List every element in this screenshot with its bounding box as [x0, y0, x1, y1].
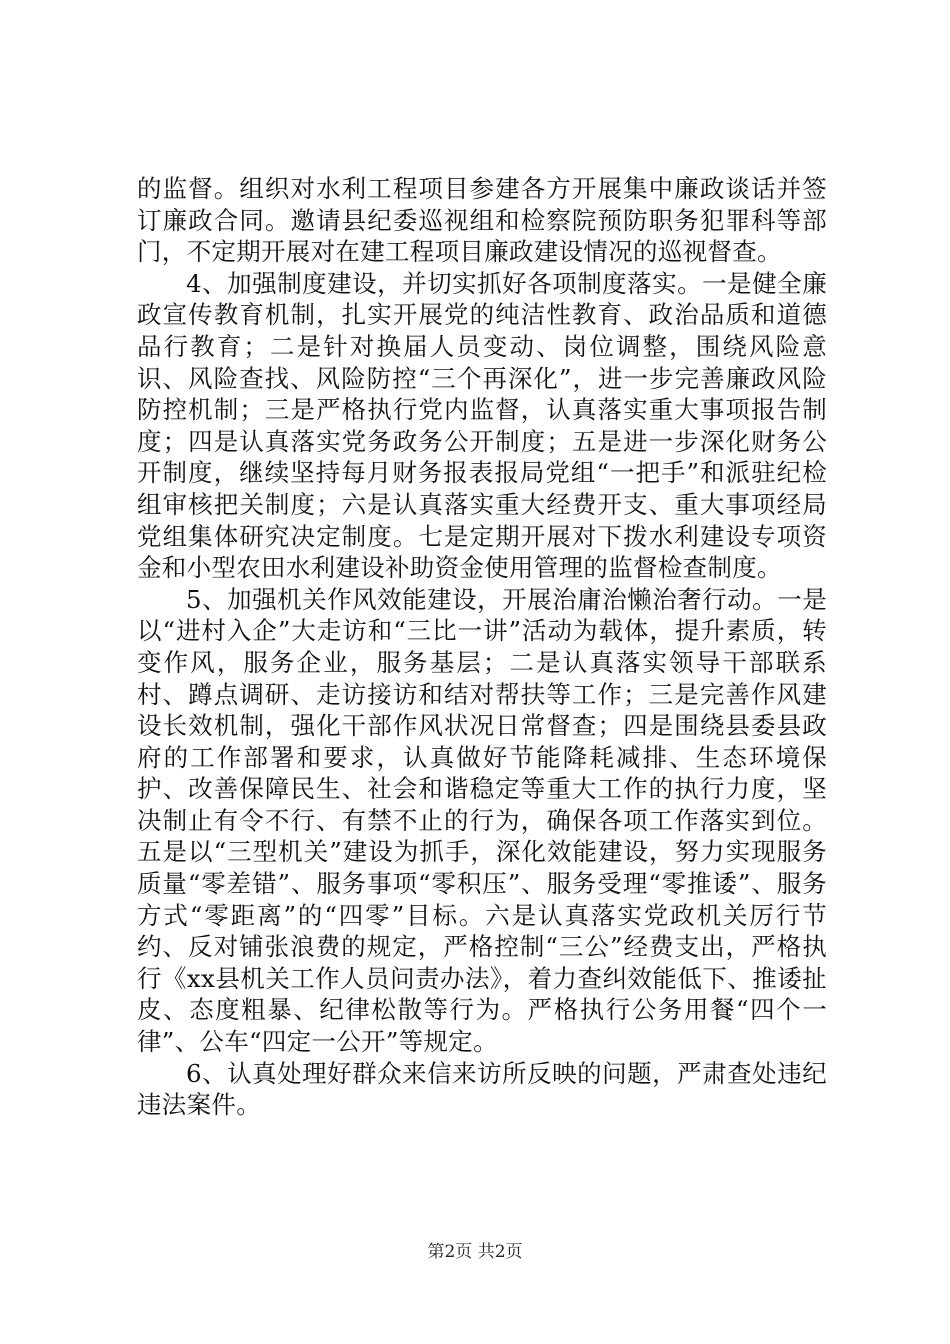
paragraph-item-5: 5、加强机关作风效能建设，开展治庸治懒治奢行动。一是以“进村入企”大走访和“三比一讲”活动为载体，提升素质，转变作风，服务企业，服务基层；二是认真落实领导干部联系村、蹲点调研、走访接访和结对帮扶等工作；三是完善作风建设长效机制，强化干部作风状况日常督查；四是围绕县委县政府的工作部署和要求，认真做好节能降耗减排、生态环境保护、改善保障民生、社会和谐稳定等重大工作的执行力度，坚决制止有令不行、有禁不止的行为，确保各项工作落实到位。五是以“三型机关”建设为抓手，深化效能建设，努力实现服务质量“零差错”、服务事项“零积压”、服务受理“零推诿”、服务方式“零距离”的“四零”目标。六是认真落实党政机关厉行节约、反对铺张浪费的规定，严格控制“三公”经费支出，严格执行《xx县机关工作人员问责办法》，着力查纠效能低下、推诿扯皮、态度粗暴、纪律松散等行为。严格执行公务用餐“四个一律”、公车“四定一公开”等规定。 [137, 584, 827, 1057]
paragraph-continuation: 的监督。组织对水利工程项目参建各方开展集中廉政谈话并签订廉政合同。邀请县纪委巡视组和检察院预防职务犯罪科等部门，不定期开展对在建工程项目廉政建设情况的巡视督查。 [137, 174, 827, 267]
paragraph-item-4: 4、加强制度建设，并切实抓好各项制度落实。一是健全廉政宣传教育机制，扎实开展党的纯洁性教育、政治品质和道德品行教育；二是针对换届人员变动、岗位调整，围绕风险意识、风险查找、风险防控“三个再深化”，进一步完善廉政风险防控机制；三是严格执行党内监督，认真落实重大事项报告制度；四是认真落实党务政务公开制度；五是进一步深化财务公开制度，继续坚持每月财务报表报局党组“一把手”和派驻纪检组审核把关制度；六是认真落实重大经费开支、重大事项经局党组集体研究决定制度。七是定期开展对下拨水利建设专项资金和小型农田水利建设补助资金使用管理的监督检查制度。 [137, 268, 827, 583]
paragraph-item-6: 6、认真处理好群众来信来访所反映的问题，严肃查处违纪违法案件。 [137, 1058, 827, 1120]
page-footer: 第2页 共2页 [427, 1242, 523, 1262]
document-body [137, 173, 827, 1121]
